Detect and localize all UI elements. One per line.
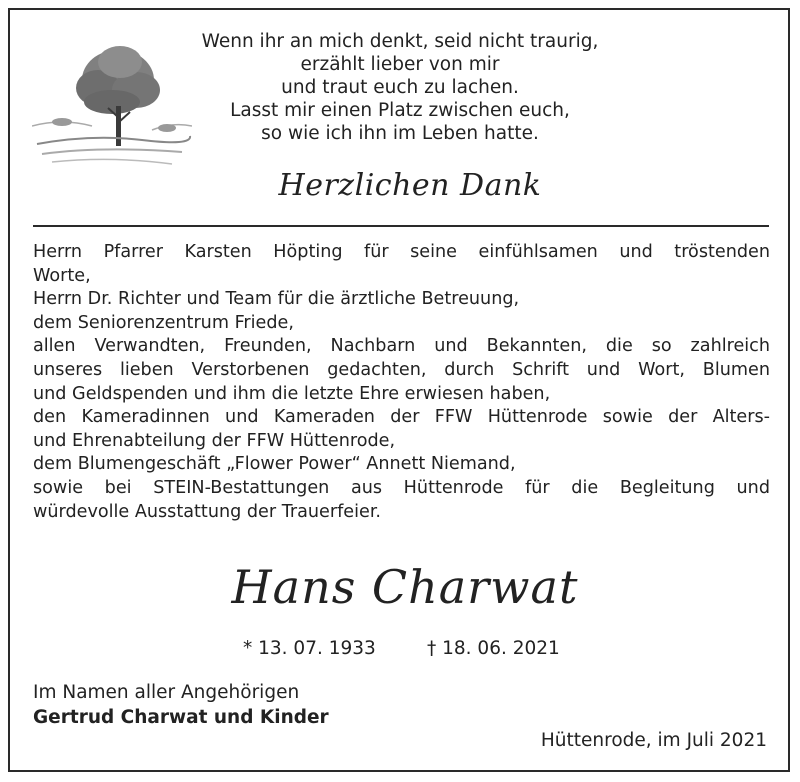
poem-line: und traut euch zu lachen.	[281, 77, 519, 98]
poem-line: erzählt lieber von mir	[300, 54, 500, 75]
place-date: Hüttenrode, im Juli 2021	[540, 730, 767, 751]
thanks-line: den Kameradinnen und Kameraden der FFW Hüttenrode sowie der Alters-	[33, 407, 770, 428]
birth-date: * 13. 07. 1933	[243, 638, 376, 659]
heading: Herzlichen Dank	[278, 168, 542, 203]
poem-line: Wenn ihr an mich denkt, seid nicht traurig,	[201, 31, 599, 52]
thanks-line: und Ehrenabteilung der FFW Hüttenrode,	[33, 430, 396, 451]
deceased-name: Hans Charwat	[231, 560, 579, 614]
thanks-line: allen Verwandten, Freunden, Nachbarn und Bekannten, die so zahlreich	[33, 336, 770, 357]
thanks-line: und Geldspenden und ihm die letzte Ehre erwiesen haben,	[33, 383, 551, 404]
thanks-text	[33, 241, 770, 524]
signoff	[33, 680, 329, 730]
poem-line: so wie ich ihn im Leben hatte.	[261, 123, 539, 144]
thanks-line: sowie bei STEIN-Bestattungen aus Hüttenrode für die Begleitung und	[33, 477, 770, 498]
tree-landscape-icon	[32, 22, 192, 172]
signoff-names: Gertrud Charwat und Kinder	[33, 707, 329, 728]
poem-line: Lasst mir einen Platz zwischen euch,	[230, 100, 570, 121]
signoff-intro: Im Namen aller Angehörigen	[33, 682, 300, 703]
death-date: † 18. 06. 2021	[427, 638, 560, 659]
thanks-line: dem Seniorenzentrum Friede,	[33, 312, 294, 333]
thanks-line: Worte,	[33, 265, 91, 286]
thanks-line: Herrn Dr. Richter und Team für die ärztliche Betreuung,	[33, 289, 520, 310]
poem	[180, 30, 620, 145]
thanks-line: würdevolle Ausstattung der Trauerfeier.	[33, 501, 382, 522]
thanks-line: unseres lieben Verstorbenen gedachten, durch Schrift und Wort, Blumen	[33, 359, 770, 380]
divider	[33, 225, 769, 227]
thanks-line: Herrn Pfarrer Karsten Höpting für seine einfühlsamen und tröstenden	[33, 242, 770, 262]
thanks-line: dem Blumengeschäft „Flower Power“ Annett Niemand,	[33, 454, 516, 475]
